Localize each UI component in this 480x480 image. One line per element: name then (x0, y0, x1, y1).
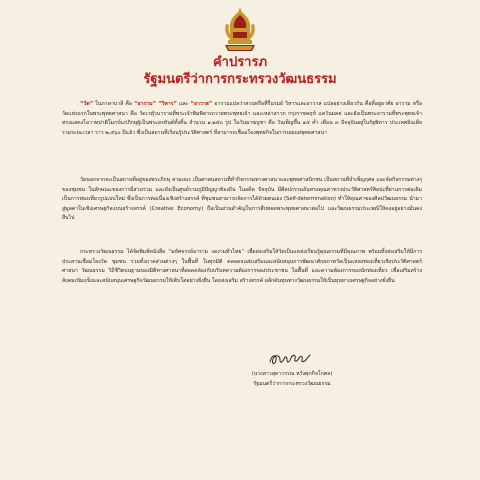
signatory-title: รัฐมนตรีว่าการกระทรวงวัฒนธรรม (253, 381, 331, 387)
term-wat: “วัด” (80, 101, 94, 107)
paragraph-3: กระทรวงวัฒนธรรม ได้จัดพิมพ์หนังสือ “มหัศจรรย์อาราม งดงามทั่วไทย” เพื่อส่งเสริมให้วัดเป็นแหล่งเรียนรู้คุณธรรมที่มีคุณภาพ พร้อมทั้งส่งเสริมให้มีการประสานเชื่อมโยงวัด ชุมชน รวมทั้งภาคส่วนต่างๆ ในพื้นที่ ในทุกมิติ ตลอดจนส่งเสริมและสนับสนุนการพัฒนาศักยภาพวัดเป็นแหล่งท่องเที่ยวเชิงประวัติศาสตร์ ศาสนา วัฒนธรรม วิถีชีวิตบนฐานของมิติทางศาสนาที่สอดคล้องกับบริบทความต้องการของประชาชน ในพื้นที่ และความต้องการของนักท่องเที่ยว เพื่อเสริมสร้างสังคมเข้มแข็งและสนับสนุนเศรษฐกิจวัฒนธรรมให้เติบโตอย่างยั่งยืน โดยส่งเสริม สร้างสรรค์ ผลักดันทุนทางวัฒนธรรมให้เป็นทุนทางเศรษฐกิจอย่างยั่งยืน (62, 249, 422, 284)
term-awat: “อาวาส” (190, 101, 213, 107)
paragraph-1 (62, 100, 422, 172)
page-title: คำปรารภ (212, 55, 268, 70)
signatory-name: (นางสาวสุดาวรรณ หวังศุภกิจโกศล) (251, 371, 333, 377)
term-wihan: “วิหาร” (158, 101, 177, 107)
handwritten-signature-icon (268, 350, 312, 368)
term-aram: “อาราม” (134, 101, 157, 107)
paragraph-2: วัดนอกจากจะเป็นสถานที่อยู่ของพระภิกษุ สามเณร เป็นศาสนสถานที่ทำกิจกรรมทางศาสนาและพุทธศาสนิกชน เป็นสถานที่บำเพ็ญกุศล และจัดกิจกรรมต่างๆ ของชุมชน ในลักษณะของการมีส่วนร่วม และยังเป็นศูนย์รวมภูมิปัญญาท้องถิ่น ในอดีต ปัจจุบัน มีศิลปกรรมอันทรงคุณค่าทางประวัติศาสตร์ศิลปะที่ผ่านการต่อเติม เป็นการท่องเที่ยวรูปแบบใหม่ ซึ่งเป็นการต่อเนื่องเชิงสร้างสรรค์ ที่ชุมชนสามารถจัดการได้ด้วยตนเอง (Self-determination) ทำให้คุณค่าของศิลปวัฒนธรรม นำมาสู่มูลค่าในเชิงเศรษฐกิจแบบสร้างสรรค์ (Creative Economy) ถือเป็นส่วนสำคัญในการสืบทอดพระพุทธศาสนาต่อไป และวัฒนธรรมประเพณีให้คงอยู่อย่างมั่นคงสืบไป (62, 177, 422, 221)
page-subtitle: รัฐมนตรีว่าการกระทรวงวัฒนธรรม (143, 72, 337, 87)
text-fragment: และ (176, 101, 191, 107)
text-fragment: ในภาษาบาลี คือ (93, 101, 135, 107)
paragraph-1-text: อารามแปลว่าสวนหรือที่รื่นรมย์ วิหารและอาวาส แปลอย่างเดียวกัน คือที่อยู่อาศัย อาราม หรือ วัดแห่งแรกในพระพุทธศาสนา คือ วัดเวฬุวนารามที่พระเจ้าพิมพิสารถวายพระพุทธเจ้า และเหล่าสาวก กรุงราชคฤห์ แคว้นมคธ และยังเป็นพระอารามที่พระพุทธเจ้าทรงแสดงโอวาทปาติโมกข์แก่ภิกษุผู้เป็นพระอรหันต์ทั้งสิ้น จำนวน ๑,๒๕๐ รูป ในวันมาฆบูชา คือ วันเพ็ญขึ้น ๑๕ ค่ำ เดือน ๓ ปัจจุบันอยู่ในรัฐพิหาร ประเทศอินเดีย รวมระยะเวลา ราว ๒,๕๖๐ ปีแล้ว ซึ่งเป็นสถานที่เรียนรู้ประวัติศาสตร์ ที่สามารถเชื่อมโยงพุทธกิจในการเผยแผ่พุทธศาสนา (62, 101, 422, 136)
ministry-of-culture-emblem-icon (222, 6, 258, 52)
